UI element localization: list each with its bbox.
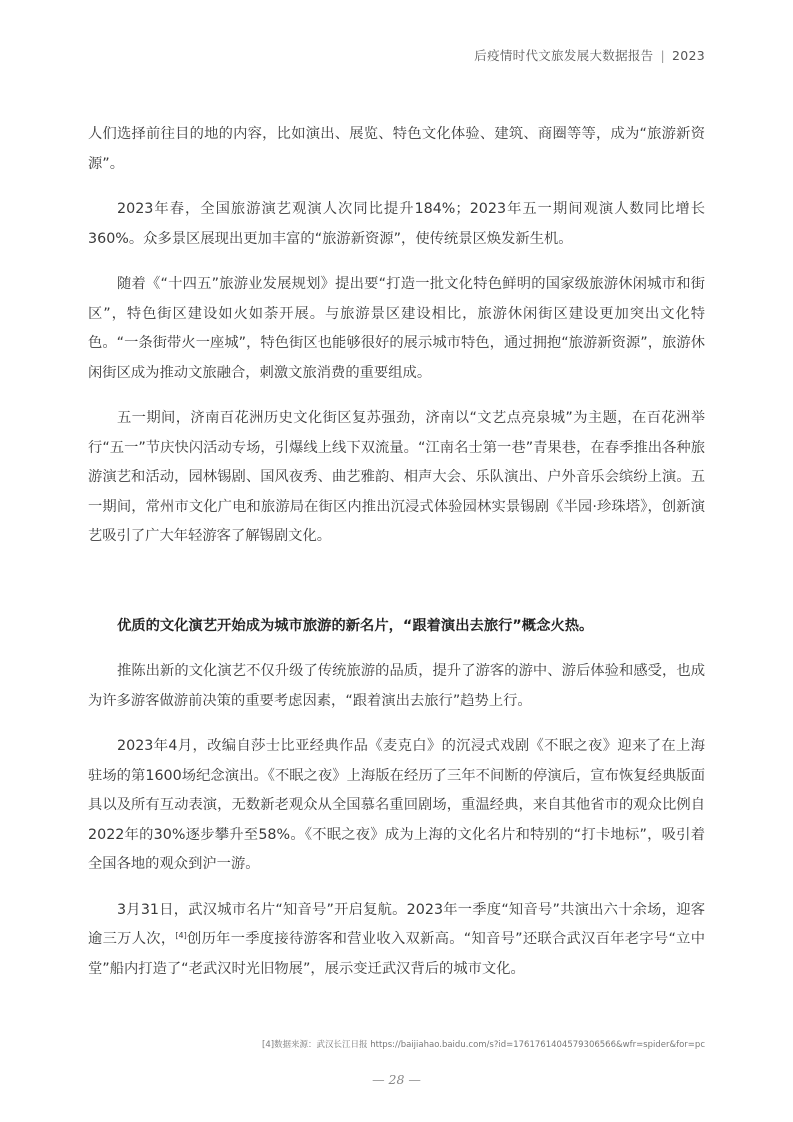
paragraph-tourism-performance-stats: 2023年春，全国旅游演艺观演人次同比提升184%；2023年五一期间观演人数同比增长360%。众多景区展现出更加丰富的“旅游新资源”，使传统景区焕发新生机。 xyxy=(88,201,705,247)
zhiyin-text-part1: 3月31日，武汉城市名片“知音号”开启复航。2023年一季度“知音号”共演出六十余场，迎客逾三万人次， xyxy=(88,901,705,947)
paragraph-continued: 人们选择前往目的地的内容，比如演出、展览、特色文化体验、建筑、商圈等等，成为“旅游新资源”。 xyxy=(88,126,705,172)
page-number: — 28 — xyxy=(372,1072,421,1087)
report-year: 2023 xyxy=(671,48,705,63)
paragraph-performing-arts-upgrade: 推陈出新的文化演艺不仅升级了传统旅游的品质，提升了游客的游中、游后体验和感受，也成为许多游客做游前决策的重要考虑因素，“跟着演出去旅行”趋势上行。 xyxy=(88,663,705,709)
paragraph-sleep-no-more: 2023年4月，改编自莎士比亚经典作品《麦克白》的沉浸式戏剧《不眠之夜》迎来了在上海驻场的第1600场纪念演出。《不眠之夜》上海版在经历了三年不间断的停演后，宣布恢复经典版面具以及所有互动表演，无数新老观众从全国慕名重回剧场，重温经典，来自其他省市的观众比例自2022年的30%逐步攀升至58%。《不眠之夜》成为上海的文化名片和特别的“打卡地标”，吸引着全国各地的观众到沪一游。 xyxy=(88,738,705,872)
paragraph-leisure-districts: 随着《“十四五”旅游业发展规划》提出要“打造一批文化特色鲜明的国家级旅游休闲城市和街区”，特色街区建设如火如荼开展。与旅游景区建设相比，旅游休闲街区建设更加突出文化特色。“一条街带火一座城”，特色街区也能够很好的展示城市特色，通过拥抱“旅游新资源”，旅游休闲街区成为推动文旅融合，刺激文旅消费的重要组成。 xyxy=(88,276,705,381)
paragraph-zhiyin-ship xyxy=(88,896,705,985)
running-header xyxy=(474,46,705,64)
paragraph-may-day-districts: 五一期间，济南百花洲历史文化街区复苏强劲，济南以“文艺点亮泉城”为主题，在百花洲举行“五一”节庆快闪活动专场，引爆线上线下双流量。“江南名士第一巷”青果巷，在春季推出各种旅游演艺和活动，园林锡剧、国风夜秀、曲艺雅韵、相声大会、乐队演出、户外音乐会缤纷上演。五一期间，常州市文化广电和旅游局在街区内推出沉浸式体验园林实景锡剧《半园·珍珠塔》，创新演艺吸引了广大年轻游客了解锡剧文化。 xyxy=(88,410,705,544)
report-title: 后疫情时代文旅发展大数据报告 xyxy=(474,48,654,63)
footnote-reference[interactable]: [4] xyxy=(175,931,187,940)
body-content xyxy=(88,120,705,1000)
header-divider: | xyxy=(660,48,665,63)
zhiyin-text-part2: 创历年一季度接待游客和营业收入双新高。“知音号”还联合武汉百年老字号“立中堂”船内打造了“老武汉时光旧物展”，展示变迁武汉背后的城市文化。 xyxy=(88,931,706,977)
section-heading: 优质的文化演艺开始成为城市旅游的新名片，“跟着演出去旅行”概念火热。 xyxy=(117,617,594,634)
footnote-source: [4]数据来源：武汉长江日报 https://baijiahao.baidu.com/s?id=1761761404579306566&wfr=spider&for=pc xyxy=(262,1040,705,1050)
